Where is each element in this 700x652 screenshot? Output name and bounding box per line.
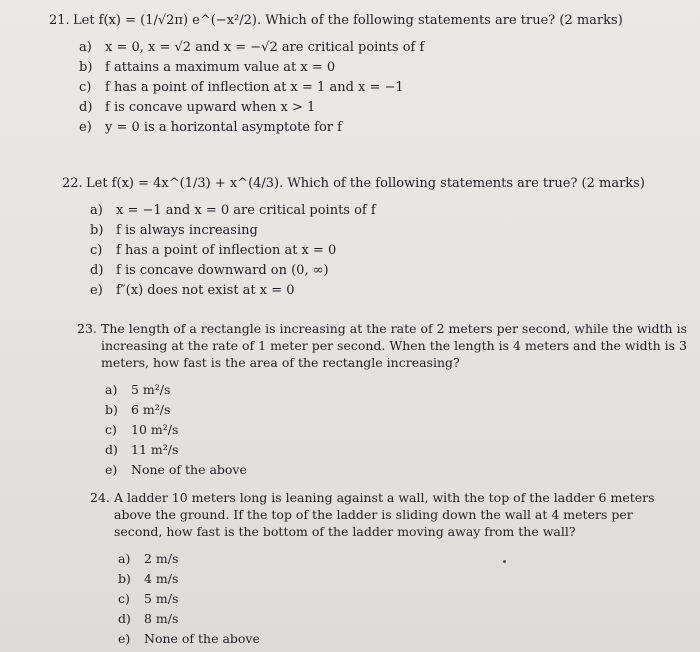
question-number: 23. xyxy=(77,321,97,336)
option-letter: a) xyxy=(79,40,92,55)
option-letter: d) xyxy=(105,441,118,457)
option-text: 6 m²/s xyxy=(131,401,171,417)
paper-speck xyxy=(503,560,506,563)
option-letter: b) xyxy=(118,570,131,586)
question-text: Let f(x) = (1/√2π) e^(−x²/2). Which of the following statements are true? (2 marks) xyxy=(73,13,623,28)
options-list xyxy=(118,548,685,648)
option-c[interactable] xyxy=(79,78,689,98)
option-text: f has a point of inflection at x = 0 xyxy=(116,243,337,258)
option-text: None of the above xyxy=(144,630,260,646)
option-e[interactable] xyxy=(90,281,692,301)
option-letter: d) xyxy=(118,610,131,626)
option-letter: e) xyxy=(79,120,92,135)
option-letter: e) xyxy=(90,283,103,298)
question-number: 24. xyxy=(90,490,110,505)
question-stem xyxy=(62,175,692,193)
question-number: 21. xyxy=(49,13,70,28)
option-text: f attains a maximum value at x = 0 xyxy=(105,60,336,75)
option-letter: c) xyxy=(105,421,117,437)
question-24 xyxy=(90,489,685,648)
question-stem xyxy=(77,320,687,371)
option-a[interactable] xyxy=(118,548,685,568)
option-letter: e) xyxy=(105,461,118,477)
option-d[interactable] xyxy=(90,261,692,281)
option-text: None of the above xyxy=(131,461,247,477)
option-d[interactable] xyxy=(105,439,687,459)
option-text: f″(x) does not exist at x = 0 xyxy=(116,283,295,298)
option-text: f is concave downward on (0, ∞) xyxy=(116,263,329,278)
option-b[interactable] xyxy=(79,58,689,78)
option-letter: c) xyxy=(79,80,92,95)
option-b[interactable] xyxy=(118,568,685,588)
question-23 xyxy=(77,320,687,479)
option-letter: b) xyxy=(90,223,104,238)
option-letter: c) xyxy=(118,590,130,606)
question-21 xyxy=(49,12,689,138)
option-d[interactable] xyxy=(79,98,689,118)
option-letter: a) xyxy=(105,381,118,397)
option-a[interactable] xyxy=(105,379,687,399)
option-a[interactable] xyxy=(90,201,692,221)
option-c[interactable] xyxy=(105,419,687,439)
option-d[interactable] xyxy=(118,608,685,628)
option-text: x = −1 and x = 0 are critical points of f xyxy=(116,203,376,218)
question-text: A ladder 10 meters long is leaning against a wall, with the top of the ladder 6 meters above the ground. If the top of the ladder is sliding down the wall at 4 meters per second, how fast is the bottom of the ladder moving away from the wall? xyxy=(114,490,655,539)
question-number: 22. xyxy=(62,176,83,191)
option-text: 8 m/s xyxy=(144,610,179,626)
option-text: 5 m/s xyxy=(144,590,179,606)
option-letter: d) xyxy=(79,100,93,115)
option-text: 10 m²/s xyxy=(131,421,179,437)
option-text: f is concave upward when x > 1 xyxy=(105,100,316,115)
option-c[interactable] xyxy=(118,588,685,608)
question-text: Let f(x) = 4x^(1/3) + x^(4/3). Which of the following statements are true? (2 marks) xyxy=(86,176,645,191)
option-letter: c) xyxy=(90,243,103,258)
question-stem xyxy=(49,12,689,30)
options-list xyxy=(105,379,687,479)
question-text: The length of a rectangle is increasing at the rate of 2 meters per second, while the width is increasing at the rate of 1 meter per second. When the length is 4 meters and the width is 3 meters, how fast is the area of the rectangle increasing? xyxy=(101,321,687,370)
option-letter: a) xyxy=(90,203,103,218)
option-text: 2 m/s xyxy=(144,550,179,566)
question-stem xyxy=(90,489,685,540)
question-22 xyxy=(62,175,692,301)
option-text: f is always increasing xyxy=(116,223,258,238)
option-e[interactable] xyxy=(105,459,687,479)
option-text: f has a point of inflection at x = 1 and x = −1 xyxy=(105,80,404,95)
option-text: x = 0, x = √2 and x = −√2 are critical points of f xyxy=(105,40,425,55)
option-e[interactable] xyxy=(118,628,685,648)
option-text: y = 0 is a horizontal asymptote for f xyxy=(105,120,342,135)
option-text: 4 m/s xyxy=(144,570,179,586)
option-letter: a) xyxy=(118,550,131,566)
options-list xyxy=(79,38,689,138)
option-letter: e) xyxy=(118,630,131,646)
option-b[interactable] xyxy=(90,221,692,241)
option-c[interactable] xyxy=(90,241,692,261)
option-text: 11 m²/s xyxy=(131,441,179,457)
option-text: 5 m²/s xyxy=(131,381,171,397)
option-e[interactable] xyxy=(79,118,689,138)
option-letter: b) xyxy=(79,60,93,75)
option-a[interactable] xyxy=(79,38,689,58)
option-b[interactable] xyxy=(105,399,687,419)
option-letter: d) xyxy=(90,263,104,278)
option-letter: b) xyxy=(105,401,118,417)
options-list xyxy=(90,201,692,301)
